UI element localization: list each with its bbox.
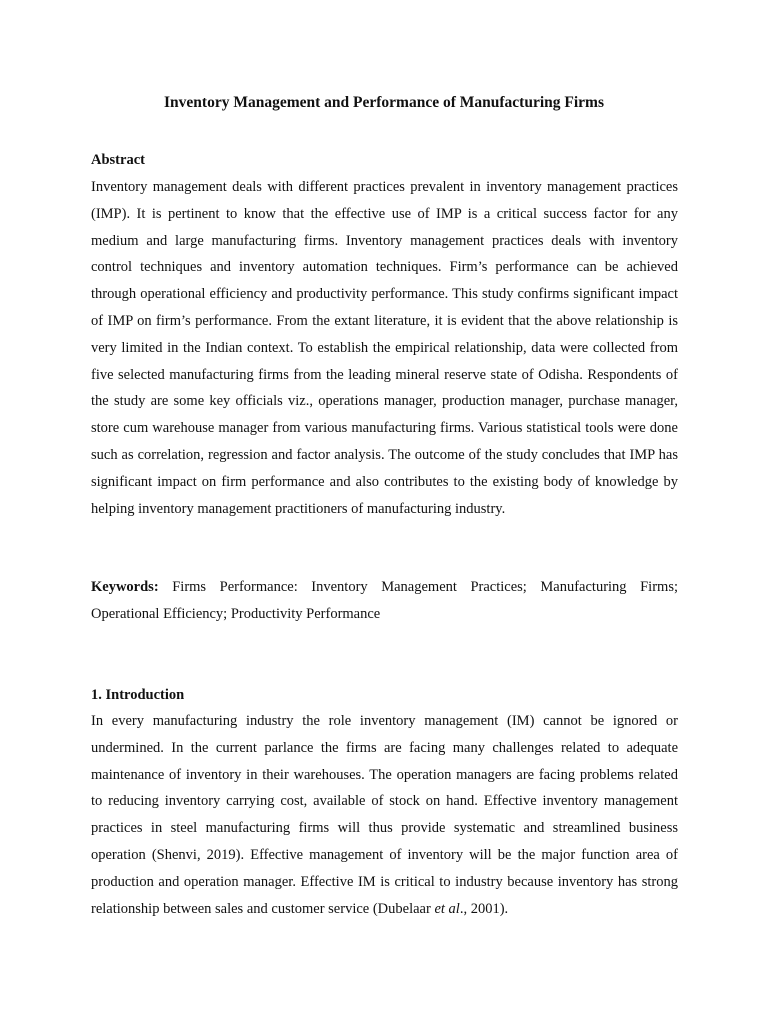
abstract-heading: Abstract <box>91 152 145 168</box>
introduction-heading: 1. Introduction <box>91 687 185 703</box>
keywords-label: Keywords: <box>91 579 159 595</box>
citation-et-al: et al <box>434 900 460 917</box>
abstract-text: Inventory management deals with different practices prevalent in inventory management practices (IMP). It is pertinent to know that the effective use of IMP is a critical success factor for any medium and large manufacturing firms. Inventory management practices deals with inventory control techniques and inventory automation techniques. Firm’s performance can be achieved through operational efficiency and productivity performance. This study confirms significant impact of IMP on firm’s performance. From the extant literature, it is evident that the above relationship is very limited in the Indian context. To establish the empirical relationship, data were collected from five selected manufacturing firms from the leading mineral reserve state of Odisha. Respondents of the study are some key officials viz., operations manager, production manager, purchase manager, store cum warehouse manager from various manufacturing firms. Various statistical tools were done such as correlation, regression and factor analysis. The outcome of the study concludes that IMP has significant impact on firm performance and also contributes to the existing body of knowledge by helping inventory management practitioners of manufacturing industry. <box>91 179 678 517</box>
keywords-paragraph <box>91 574 678 628</box>
paper-title: Inventory Management and Performance of Manufacturing Firms <box>164 94 604 111</box>
introduction-text-part2: ., 2001). <box>459 900 509 917</box>
introduction-text <box>91 708 678 922</box>
introduction-text-part1: In every manufacturing industry the role inventory management (IM) cannot be ignored or undermined. In the current parlance the firms are facing many challenges related to adequate maintenance of inventory in their warehouses. The operation managers are facing problems related to reducing inventory carrying cost, available of stock on hand. Effective inventory management practices in steel manufacturing firms will thus provide systematic and streamlined business operation (Shenvi, 2019). Effective management of inventory will be the major function area of production and operation manager. Effective IM is critical to industry because inventory has strong relationship between sales and customer service (Dubelaar <box>91 713 678 917</box>
keywords-text: Firms Performance: Inventory Management Practices; Manufacturing Firms; Operational Efficiency; Productivity Performance <box>91 579 678 622</box>
